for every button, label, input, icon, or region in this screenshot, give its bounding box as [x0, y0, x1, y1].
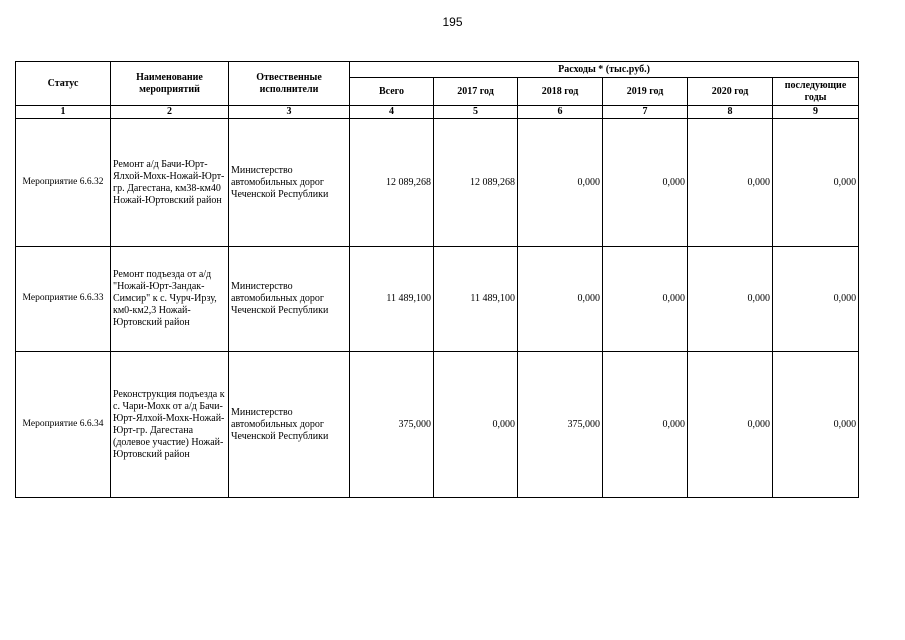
expenses-table — [15, 61, 859, 498]
column-number: 5 — [434, 106, 518, 119]
column-number: 1 — [16, 106, 111, 119]
header-2017: 2017 год — [434, 78, 518, 106]
row-2017: 11 489,100 — [434, 247, 518, 352]
row-2018: 0,000 — [518, 119, 603, 247]
row-name: Ремонт подъезда от а/д "Ножай-Юрт-Зандак-Симсир" к с. Чурч-Ирзу, км0-км2,3 Ножай-Юртовский район — [111, 247, 229, 352]
row-2020: 0,000 — [688, 352, 773, 498]
row-later: 0,000 — [773, 247, 859, 352]
table-row — [16, 352, 859, 498]
column-number: 7 — [603, 106, 688, 119]
row-2020: 0,000 — [688, 119, 773, 247]
column-number: 6 — [518, 106, 603, 119]
header-total: Всего — [350, 78, 434, 106]
row-2017: 12 089,268 — [434, 119, 518, 247]
column-number-row — [16, 106, 859, 119]
row-responsible: Министерство автомобильных дорог Чеченской Республики — [229, 247, 350, 352]
row-2019: 0,000 — [603, 247, 688, 352]
row-2018: 375,000 — [518, 352, 603, 498]
row-responsible: Министерство автомобильных дорог Чеченской Республики — [229, 352, 350, 498]
column-number: 9 — [773, 106, 859, 119]
header-status: Статус — [16, 62, 111, 106]
row-2019: 0,000 — [603, 352, 688, 498]
row-2019: 0,000 — [603, 119, 688, 247]
row-status: Мероприятие 6.6.32 — [16, 119, 111, 247]
row-responsible: Министерство автомобильных дорог Чеченской Республики — [229, 119, 350, 247]
row-status: Мероприятие 6.6.33 — [16, 247, 111, 352]
row-name: Реконструкция подъезда к с. Чари-Мохк от а/д Бачи-Юрт-Ялхой-Мохк-Ножай-Юрт-гр. Дагестана (долевое участие) Ножай-Юртовский район — [111, 352, 229, 498]
row-2018: 0,000 — [518, 247, 603, 352]
row-total: 11 489,100 — [350, 247, 434, 352]
row-2020: 0,000 — [688, 247, 773, 352]
row-total: 375,000 — [350, 352, 434, 498]
column-number: 2 — [111, 106, 229, 119]
row-later: 0,000 — [773, 119, 859, 247]
page-number: 195 — [442, 15, 463, 29]
row-status: Мероприятие 6.6.34 — [16, 352, 111, 498]
header-later: последующие годы — [773, 78, 859, 106]
column-number: 8 — [688, 106, 773, 119]
header-2018: 2018 год — [518, 78, 603, 106]
table-row — [16, 247, 859, 352]
row-later: 0,000 — [773, 352, 859, 498]
header-responsible: Отвественные исполнители — [229, 62, 350, 106]
row-name: Ремонт а/д Бачи-Юрт-Ялхой-Мохк-Ножай-Юрт-гр. Дагестана, км38-км40 Ножай-Юртовский район — [111, 119, 229, 247]
header-expenses: Расходы * (тыс.руб.) — [350, 62, 859, 78]
header-2019: 2019 год — [603, 78, 688, 106]
row-total: 12 089,268 — [350, 119, 434, 247]
header-2020: 2020 год — [688, 78, 773, 106]
header-name: Наименование мероприятий — [111, 62, 229, 106]
column-number: 4 — [350, 106, 434, 119]
table-row — [16, 119, 859, 247]
column-number: 3 — [229, 106, 350, 119]
row-2017: 0,000 — [434, 352, 518, 498]
